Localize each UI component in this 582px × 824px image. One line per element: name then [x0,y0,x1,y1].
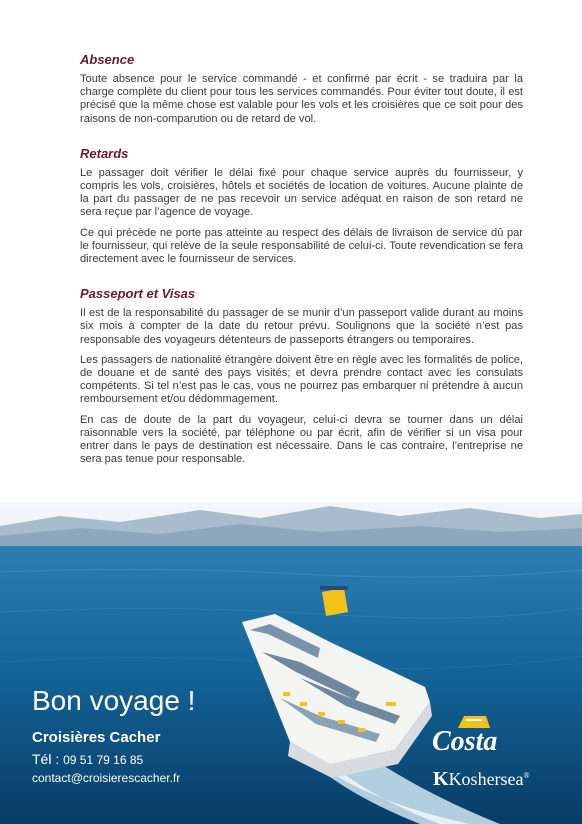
section-title: Absence [80,52,135,67]
paragraph: Ce qui précède ne porte pas atteinte au respect des délais de livraison de service dû par le fournisseur, qui relève de la seule responsabilité de celui-ci. Toute revendication se fera directement avec le fournisseur de services. [80,226,523,266]
section-absence [80,52,523,126]
phone-number[interactable]: 09 51 79 16 85 [63,753,144,767]
section-title: Retards [80,145,129,161]
section-passeport-visas [80,286,523,466]
section-retards [80,146,523,266]
company-name: Croisières Cacher [32,729,161,746]
email-link[interactable]: contact@croisierescacher.fr [32,771,181,785]
paragraph: Le passager doit vérifier le délai fixé pour chaque service auprès du fournisseur, y compris les vols, croisières, hôtels et sociétés de location de voitures. Aucune plainte de la part du passager de ne pas recevoir un service adéquat en raison de son retard ne sera reçue par l’agence de voyage. [80,166,523,219]
koshersea-k-icon: K [433,768,449,790]
costa-logo [432,716,518,760]
paragraph: Les passagers de nationalité étrangère doivent être en règle avec les formalités de police, de douane et de santé des pays visités; et devra prendre contact avec les consulats compétents. Si tel n’est pas le cas, vous ne pourrez pas embarquer ni prétendre à aucun remboursement et/ou dédommagement. [80,353,523,406]
paragraph: Il est de la responsabilité du passager de se munir d’un passeport valide durant au moins six mois à compter de la date du retour prévu. Soulignons que la société n’est pas responsable des voyageurs détenteurs de passeports étrangers ou temporaires. [80,307,523,346]
phone-label: Tél : [32,751,60,767]
costa-logo-text: Costa [432,726,498,757]
koshersea-logo: KKoshersea® [433,768,530,790]
paragraph: Toute absence pour le service commandé - et confirmé par écrit - se traduira par la charge complète du client pour tous les services commandés. Pour éviter tout doute, il est précisé que la même chose est valable pour les vols et les croisières que ce soit pour des raisons de non-comparution ou de retard de vol. [80,73,523,125]
koshersea-logo-text: Koshersea [448,769,524,789]
greeting-heading: Bon voyage ! [32,685,196,716]
paragraph: En cas de doute de la part du voyageur, celui-ci devra se tourner dans un délai raisonnable vers la société, par téléphone ou par écrit, afin de vérifier si un visa pour entrer dans le pays de destination est nécessaire. Dans le cas contraire, l’entreprise ne sera pas tenue pour responsable. [80,413,523,466]
section-title: Passeport et Visas [80,286,196,302]
document-body [80,52,523,486]
phone-line [32,751,143,767]
